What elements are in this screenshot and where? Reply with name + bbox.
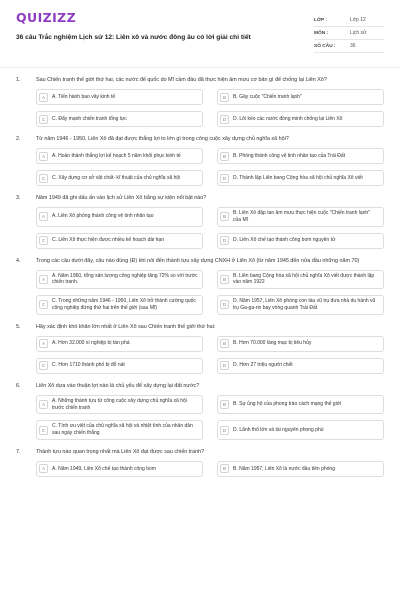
option-text: B. Liên bang Cộng hòa xã hội chủ nghĩa Xô viết được thành lập vào năm 1922 (233, 272, 375, 286)
option-letter-box: D (220, 300, 229, 309)
answer-option[interactable] (36, 420, 203, 440)
meta-label: SỐ CÂU : (314, 43, 336, 49)
option-text: D. Năm 1957, Liên Xô phóng con tàu vũ trụ đưa nhà du hành vũ trụ Ga-ga-rin bay vòng quanh Trái Đất (233, 298, 376, 311)
option-letter-box: B (220, 275, 229, 284)
answer-options (36, 461, 384, 477)
option-text: B. Gây cuộc "Chiến tranh lạnh" (233, 93, 302, 100)
question-item (16, 323, 384, 374)
answer-option[interactable] (36, 336, 203, 352)
option-text: B. Liên Xô đập tan âm mưu thực hiện cuộc "Chiến tranh lạnh" của Mĩ (233, 210, 370, 223)
question-header (16, 382, 384, 390)
option-text: B. Sự ủng hộ của phong trào cách mạng thế giới (233, 401, 342, 408)
question-number: 6. (16, 382, 21, 389)
answer-option[interactable] (36, 170, 203, 186)
option-letter-box: D (220, 361, 229, 370)
answer-option[interactable] (36, 111, 203, 127)
option-letter-box: A (39, 152, 48, 161)
option-letter-box: A (39, 400, 48, 409)
option-letter-box: C (39, 236, 48, 245)
option-letter-box: B (220, 339, 229, 348)
answer-option[interactable] (217, 461, 384, 477)
option-letter-box: B (220, 400, 229, 409)
answer-option[interactable] (217, 148, 384, 164)
meta-label: LỚP : (314, 17, 328, 23)
option-text: B. Hơn 70.000 làng mạc bị tiêu hủy (233, 340, 312, 347)
meta-value: Lớp 12 (350, 17, 366, 23)
answer-option[interactable] (36, 295, 203, 315)
meta-row-grade (314, 14, 384, 27)
option-text: C. Tính ưu việt của chủ nghĩa xã hội và nhiệt tình của nhân dân sau ngày chiến thắng (52, 423, 193, 437)
answer-option[interactable] (217, 295, 384, 315)
answer-option[interactable] (217, 207, 384, 227)
option-text: D. Lãnh thổ lớn và tài nguyên phong phú (233, 426, 324, 433)
question-item (16, 194, 384, 249)
answer-option[interactable] (217, 395, 384, 415)
question-header (16, 135, 384, 143)
answer-option[interactable] (217, 270, 384, 290)
option-text: B. Năm 1957, Liên Xô là nước đầu tiên phóng (233, 465, 335, 472)
document-title: 36 câu Trắc nghiệm Lịch sử 12: Liên xô và nước đông âu có lời giải chi tiết (16, 34, 251, 41)
question-number: 4. (16, 257, 21, 264)
question-text: Từ năm 1946 - 1950, Liên Xô đã đạt được thắng lợi to lớn gì trong công cuộc xây dựng chủ nghĩa xã hội? (36, 136, 289, 142)
answer-option[interactable] (217, 336, 384, 352)
answer-options (36, 336, 384, 374)
answer-options (36, 207, 384, 249)
answer-option[interactable] (217, 89, 384, 105)
question-text: Năm 1949 đã ghi dấu ấn vào lịch sử Liên Xô bằng sự kiện nổi bật nào? (36, 195, 207, 201)
option-text: C. Xây dựng cơ sở vật chất- kĩ thuật của chủ nghĩa xã hội (52, 174, 181, 181)
question-text: Trong các câu dưới đây, câu nào đúng (Đ) khi nói đến thành tựu xây dựng CNXH ở Liên Xô (từ năm 1945 đến nửa đầu những năm 70) (36, 257, 360, 264)
option-letter-box: D (220, 426, 229, 435)
option-letter-box: C (39, 426, 48, 435)
question-item (16, 448, 384, 477)
option-letter-box: A (39, 212, 48, 221)
question-number: 2. (16, 136, 21, 142)
question-list (0, 68, 400, 477)
question-header (16, 194, 384, 202)
option-text: D. Liên Xô chế tạo thành công bom nguyên tử (233, 237, 336, 244)
answer-option[interactable] (217, 233, 384, 249)
question-item (16, 257, 384, 315)
option-text: D. Thành lập Liên bang Cộng hòa xã hội chủ nghĩa Xô viết (233, 174, 363, 181)
answer-option[interactable] (217, 170, 384, 186)
answer-option[interactable] (36, 207, 203, 227)
option-letter-box: B (220, 464, 229, 473)
question-header (16, 323, 384, 331)
option-letter-box: B (220, 93, 229, 102)
answer-option[interactable] (36, 270, 203, 290)
option-letter-box: A (39, 93, 48, 102)
option-letter-box: C (39, 115, 48, 124)
question-text: Hãy xác định khó khăn lớn nhất ở Liên Xô sau Chiến tranh thế giới thứ hai: (36, 323, 216, 330)
option-text: A. Năm 1949, Liên Xô chế tạo thành công bom (52, 465, 156, 472)
answer-option[interactable] (217, 420, 384, 440)
option-text: A. Những thành tựu từ công cuộc xây dựng chủ nghĩa xã hội trước chiến tranh (52, 397, 187, 411)
option-letter-box: A (39, 339, 48, 348)
question-header (16, 257, 384, 265)
answer-option[interactable] (36, 89, 203, 105)
option-letter-box: D (220, 174, 229, 183)
option-letter-box: D (220, 236, 229, 245)
question-item (16, 382, 384, 440)
meta-value: Lịch sử (350, 30, 367, 36)
answer-options (36, 270, 384, 315)
option-text: C. Đẩy mạnh chiến tranh tổng lực (52, 115, 127, 122)
question-number: 3. (16, 195, 21, 201)
answer-option[interactable] (36, 148, 203, 164)
question-item (16, 135, 384, 186)
document-meta (314, 14, 384, 53)
answer-options (36, 395, 384, 440)
meta-row-subject (314, 27, 384, 40)
option-text: C. Trong những năm 1946 - 1950, Liên Xô trở thành cường quốc công nghiệp đứng thứ hai trên thế giới (sau Mĩ) (52, 298, 196, 311)
answer-option[interactable] (36, 358, 203, 374)
option-letter-box: C (39, 361, 48, 370)
option-text: D. Hơn 27 triệu người chết (233, 362, 293, 369)
option-letter-box: B (220, 152, 229, 161)
option-text: A. Tiến hành bao vây kinh tế (52, 93, 116, 100)
option-text: A. Hoàn thành thắng lợi kế hoạch 5 năm khôi phục kinh tế (52, 152, 181, 159)
option-text: C. Hơn 1710 thành phố bị đổ nát (52, 362, 125, 369)
question-header (16, 76, 384, 84)
option-text: B. Phóng thành công vệ tinh nhân tạo của Trái Đất (233, 152, 346, 159)
option-text: A. Liên Xô phóng thành công vệ tinh nhân tạo (52, 213, 154, 220)
question-text: Liên Xô dựa vào thuận lợi nào là chủ yếu để xây dựng lại đất nước? (36, 382, 200, 389)
meta-row-question-count (314, 40, 384, 53)
question-text: Thành tựu nào quan trọng nhất mà Liên Xô đạt được sau chiến tranh? (36, 448, 205, 455)
question-number: 1. (16, 77, 21, 83)
option-text: D. Lôi kéo các nước đồng minh chống lại Liên Xô (233, 115, 343, 122)
answer-option[interactable] (217, 358, 384, 374)
meta-label: MÔN : (314, 30, 329, 36)
quizizz-logo[interactable]: QUIZIZZ (16, 10, 77, 25)
option-letter-box: D (220, 115, 229, 124)
question-number: 7. (16, 448, 21, 455)
option-letter-box: C (39, 300, 48, 309)
option-letter-box: A (39, 275, 48, 284)
answer-options (36, 89, 384, 127)
question-header (16, 448, 384, 456)
document-header (0, 0, 400, 68)
option-text: A. Năm 1960, tổng sản lượng công nghiệp tăng 72% so với trước chiến tranh. (52, 272, 198, 286)
question-number: 5. (16, 323, 21, 330)
option-letter-box: B (220, 212, 229, 221)
option-text: A. Hơn 32.000 xí nghiệp bị tàn phá (52, 340, 130, 347)
answer-option[interactable] (36, 461, 203, 477)
option-letter-box: A (39, 464, 48, 473)
option-text: C. Liên Xô thực hiện được nhiều kế hoạch dài hạn (52, 237, 164, 244)
answer-option[interactable] (217, 111, 384, 127)
meta-value: 36 (350, 43, 356, 49)
answer-options (36, 148, 384, 186)
question-text: Sau Chiến tranh thế giới thứ hai, các nước đế quốc do Mĩ cầm đầu đã thực hiện âm mưu cơ bản gì để chống lại Liên Xô? (36, 77, 327, 83)
answer-option[interactable] (36, 233, 203, 249)
question-item (16, 76, 384, 127)
option-letter-box: C (39, 174, 48, 183)
answer-option[interactable] (36, 395, 203, 415)
